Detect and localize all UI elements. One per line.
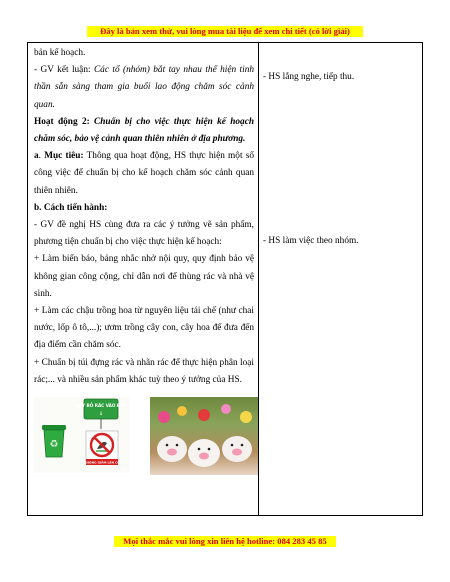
recycled-planters-photo: [150, 397, 258, 475]
paragraph-conclusion: - GV kết luận: Các tổ (nhóm) bắt tay nhau thể hiện tinh thần sẵn sàng tham gia buổi lao động chăm sóc cảnh quan.: [34, 65, 254, 110]
student-response-groupwork: - HS làm việc theo nhóm.: [263, 236, 359, 246]
no-step-on-grass-icon: [84, 431, 120, 465]
step-paragraph: + Chuẩn bị túi đựng rác và nhãn rác để thực hiện phân loại rác;... và nhiều sản phẩm khác tuỳ theo ý tưởng của HS.: [34, 357, 254, 385]
student-response-listen: - HS lắng nghe, tiếp thu.: [263, 72, 355, 82]
trash-sign-illustration: [34, 397, 130, 473]
activity-heading: Hoạt động 2: Chuẩn bị cho việc thực hiện kế hoạch chăm sóc, bảo vệ cảnh quan thiên nhiên ở địa phương.: [34, 116, 254, 145]
illustration-row: [34, 395, 254, 475]
sign-bottom-text: KHÔNG GIẪM LÊN CỎ: [84, 460, 120, 465]
paragraph-plan: bản kế hoạch.: [34, 48, 86, 58]
svg-text:↓: ↓: [98, 411, 104, 418]
step-paragraph: - GV đề nghị HS cùng đưa ra các ý tưởng vẽ sản phẩm, phương tiện chuẩn bị cho việc thực hiện kế hoạch:: [34, 220, 254, 248]
trash-bin-icon: [42, 425, 66, 457]
preview-banner: Đây là bản xem thử, vui lòng mua tài liệu để xem chi tiết (có lời giải): [87, 26, 363, 37]
step-paragraph: + Làm các chậu trồng hoa từ nguyên liệu tái chế (như chai nước, lốp ô tô,...); ươm trồng cây con, cây hoa để đưa đến địa điểm cần chăm sóc.: [34, 306, 254, 351]
hotline-footer: Mọi thắc mắc vui lòng xin liên hệ hotline: 084 283 45 85: [114, 536, 336, 547]
goal-paragraph: a. Mục tiêu: Thông qua hoạt động, HS thực hiện một số công việc để chuẩn bị cho kế hoạch chăm sóc cảnh quan thiên nhiên.: [34, 151, 255, 196]
column-divider: [258, 43, 259, 515]
teacher-activities-column: [34, 45, 254, 475]
steps-heading: b. Cách tiến hành:: [34, 202, 108, 213]
pig-planter-icon: [222, 436, 252, 462]
pig-planter-icon: [188, 439, 220, 467]
sign-top-text: HÃY BỎ RÁC VÀO ĐÂY: [75, 403, 127, 409]
step-paragraph: + Làm biển báo, bảng nhắc nhở nội quy, quy định bảo vệ không gian công cộng, chỉ dẫn nơi để thùng rác và nhà vệ sinh.: [34, 254, 254, 299]
lesson-table: [27, 42, 423, 516]
pig-planter-icon: [157, 436, 187, 462]
svg-text:♻: ♻: [49, 439, 59, 451]
